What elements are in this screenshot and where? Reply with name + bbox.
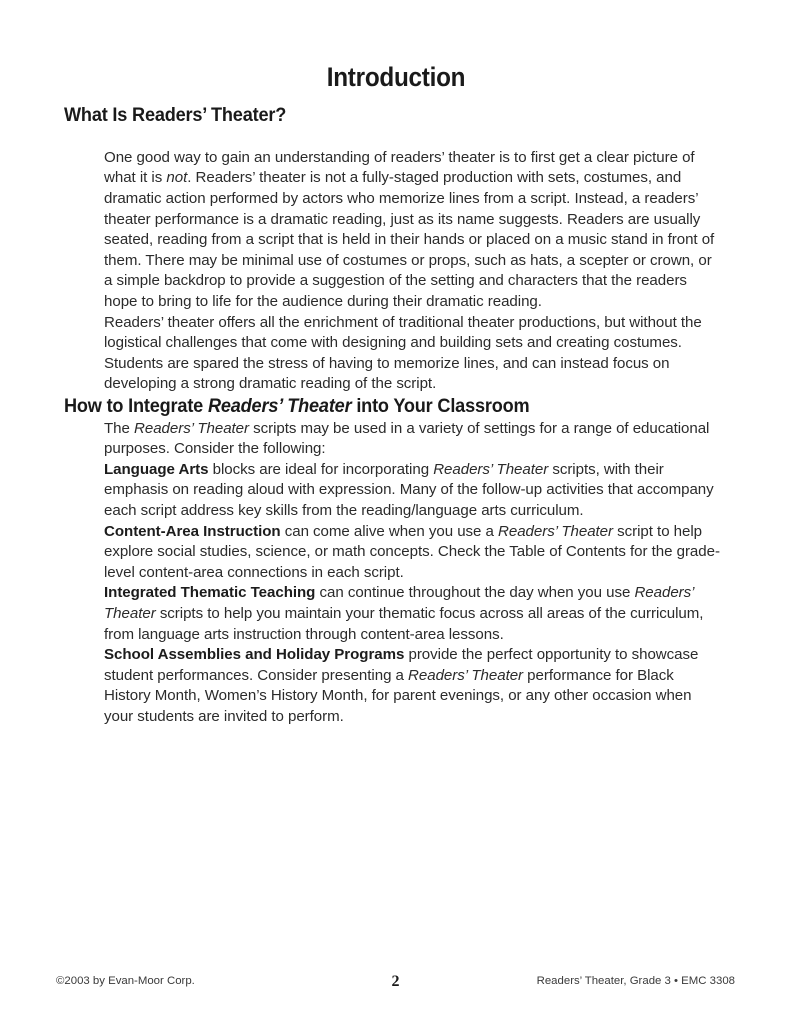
list-item-language-arts [104, 460, 723, 522]
paragraph-integrate-lead-part-1: The [104, 419, 135, 437]
list-item-label: Language Arts [104, 460, 209, 478]
emphasis-not: not [166, 169, 188, 187]
list-item-label: School Assemblies and Holiday Programs [104, 646, 405, 664]
footer-source: Readers’ Theater, Grade 3 • EMC 3308 [536, 975, 735, 987]
list-item-text-part-2: script to help explore social studies, science, or math concepts. Check the Table of Contents for the grade-level content-area connections in each script. [104, 522, 720, 581]
section-heading-how-to-integrate [64, 395, 682, 419]
paragraph-integrate-lead-part-2: scripts may be used in a variety of settings for a range of educational purposes. Consider the following: [104, 419, 710, 458]
section-body-what-is-readers-theater [104, 148, 723, 395]
list-item-text-part-1: provide the perfect opportunity to showcase student performances. Consider presenting a [104, 646, 699, 684]
paragraph-intro-1-part-1: One good way to gain an understanding of readers’ theater is to first get a clear picture of what it is [104, 148, 695, 187]
section-body-how-to-integrate [104, 419, 723, 728]
italic-readers-theater: Readers’ Theater [433, 460, 549, 478]
list-item-text-part-1: blocks are ideal for incorporating [208, 460, 434, 478]
paragraph-intro-2: Readers’ theater offers all the enrichment of traditional theater productions, but without the logistical challenges that come with designing and building sets and creating costumes. Students are spared the stress of having to memorize lines, and can instead focus on developing a strong dramatic reading of the script. [104, 313, 702, 393]
list-item-text-part-1: can continue throughout the day when you use [315, 584, 635, 602]
list-item-label: Integrated Thematic Teaching [104, 584, 316, 602]
list-item-text-part-2: scripts to help you maintain your thematic focus across all areas of the curriculum, from language arts instruction through content-area lessons. [104, 605, 704, 643]
list-item-school-assemblies-and-holiday-programs [104, 645, 723, 727]
list-item-text-part-1: can come alive when you use a [280, 522, 499, 540]
footer-page-number: 2 [391, 973, 400, 990]
section-heading-what-is-readers-theater [64, 104, 682, 128]
paragraph-intro-1-part-2: . Readers’ theater is not a fully-staged production with sets, costumes, and dramatic action performed by actors who memorize lines from a script. Instead, a readers’ theater performance is a dramatic reading, just as its name suggests. Readers are usually seated, reading from a script that is held in their hands or placed on a music stand in front of them. There may be minimal use of costumes or props, such as hats, a scepter or crown, or a simple backdrop to provide a suggestion of the setting and characters that the readers hope to bring to life for the audience during their dramatic reading. [104, 169, 715, 310]
paragraph-integrate-lead [104, 419, 723, 460]
italic-readers-theater: Readers’ Theater [408, 666, 524, 684]
list-item-text-part-2: scripts, with their emphasis on reading aloud with expression. Many of the follow-up activities that accompany each script address key skills from the reading/language arts curriculum. [104, 460, 714, 520]
list-item-content-area-instruction [104, 522, 723, 584]
page-title: Introduction [326, 62, 466, 92]
section-heading-text: What Is Readers’ Theater? [64, 104, 287, 126]
document-content [64, 104, 728, 728]
paragraph-intro-1 [104, 148, 723, 313]
page-footer [56, 975, 735, 995]
section-heading-part-2: into Your Classroom [351, 394, 530, 417]
list-item-integrated-thematic-teaching [104, 583, 723, 645]
section-heading-part-1: How to Integrate [64, 394, 208, 417]
list-item-text-part-2: performance for Black History Month, Women’s History Month, for parent evenings, or any other occasion when your students are invited to perform. [104, 666, 692, 725]
list-item-label: Content-Area Instruction [104, 522, 281, 540]
italic-readers-theater: Readers’ Theater [498, 522, 613, 540]
italic-readers-theater: Readers’ Theater [134, 419, 249, 437]
italic-readers-theater: Readers’ Theater [104, 584, 694, 623]
footer-copyright: ©2003 by Evan-Moor Corp. [56, 975, 195, 987]
section-heading-italic-readers-theater: Readers’ Theater [207, 394, 352, 417]
